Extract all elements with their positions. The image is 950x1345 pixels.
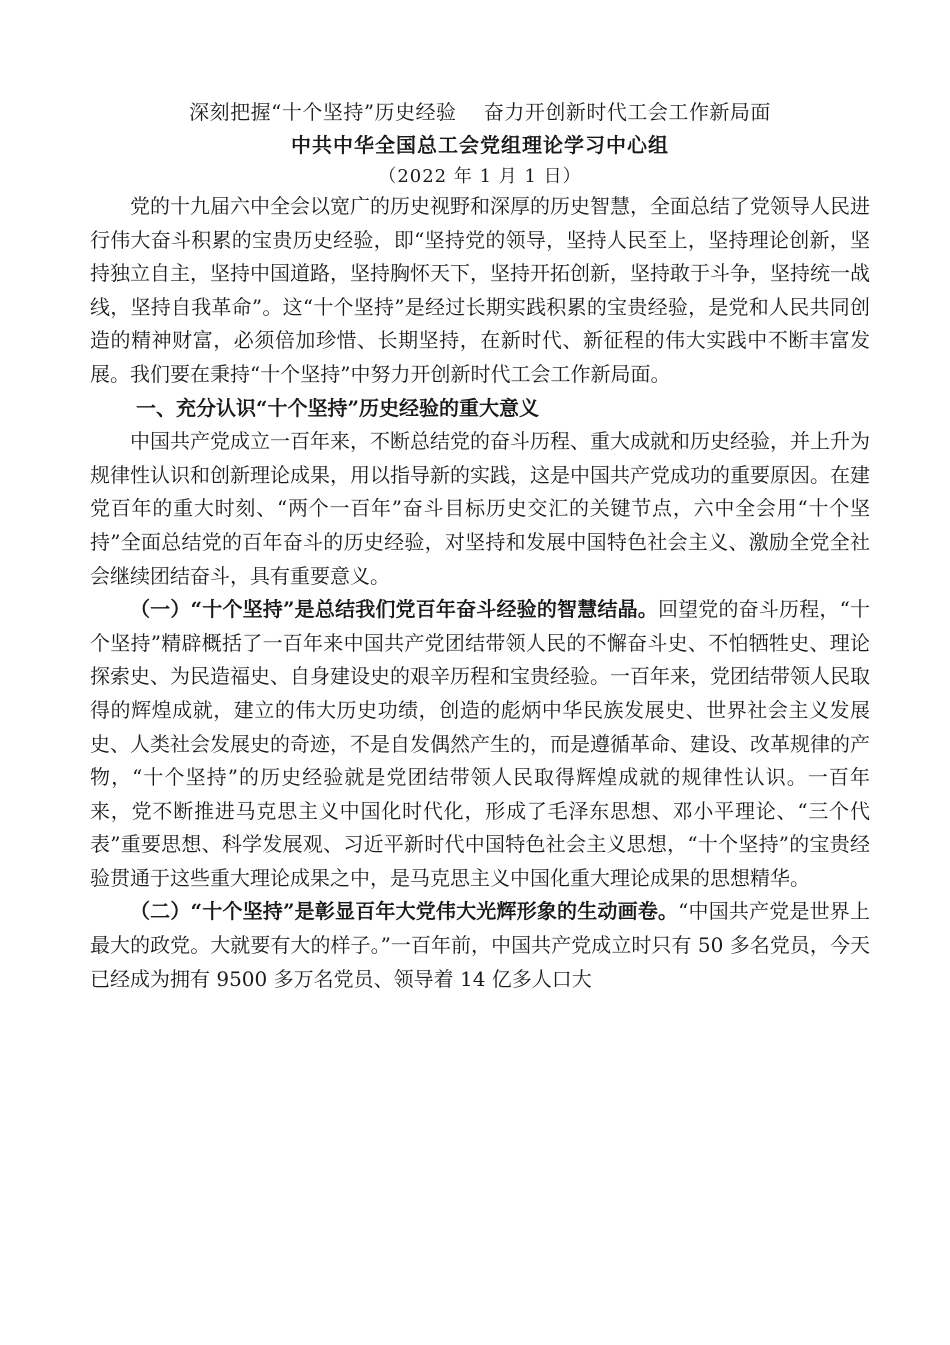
paragraph-point-1 [90,593,870,895]
point-1-lead: （一）“十个坚持”是总结我们党百年奋斗经验的智慧结晶。 [130,597,658,622]
section-heading-1: 一、充分认识“十个坚持”历史经验的重大意义 [136,395,540,420]
paragraph-point-2 [90,895,870,996]
paragraph-section1: 中国共产党成立一百年来，不断总结党的奋斗历程、重大成就和历史经验，并上升为规律性认识和创新理论成果，用以指导新的实践，这是中国共产党成功的重要原因。在建党百年的重大时刻、“两个一百年”奋斗目标历史交汇的关键节点，六中全会用“十个坚持”全面总结党的百年奋斗的历史经验，对坚持和发展中国特色社会主义、激励全党全社会继续团结奋斗，具有重要意义。 [90,429,870,588]
document-page [90,96,870,996]
document-title: 深刻把握“十个坚持”历史经验 奋力开创新时代工会工作新局面 [189,100,771,124]
document-date: （2022 年 1 月 1 日） [378,166,582,187]
point-2-body: “中国共产党是世界上最大的政党。大就要有大的样子。”一百年前，中国共产党成立时只有 50 多名党员，今天已经成为拥有 9500 多万名党员、领导着 14 亿多人口大 [90,899,870,991]
paragraph-intro: 党的十九届六中全会以宽广的历史视野和深厚的历史智慧，全面总结了党领导人民进行伟大奋斗积累的宝贵历史经验，即“坚持党的领导，坚持人民至上，坚持理论创新，坚持独立自主，坚持中国道路，坚持胸怀天下，坚持开拓创新，坚持敢于斗争，坚持统一战线，坚持自我革命”。这“十个坚持”是经过长期实践积累的宝贵经验，是党和人民共同创造的精神财富，必须倍加珍惜、长期坚持，在新时代、新征程的伟大实践中不断丰富发展。我们要在秉持“十个坚持”中努力开创新时代工会工作新局面。 [90,194,870,386]
document-author: 中共中华全国总工会党组理论学习中心组 [291,133,669,157]
point-2-lead: （二）“十个坚持”是彰显百年大党伟大光辉形象的生动画卷。 [130,899,679,924]
point-1-body: 回望党的奋斗历程，“十个坚持”精辟概括了一百年来中国共产党团结带领人民的不懈奋斗史、不怕牺牲史、理论探索史、为民造福史、自身建设史的艰辛历程和宝贵经验。一百年来，党团结带领人民取得的辉煌成就，建立的伟大历史功绩，创造的彪炳中华民族发展史、世界社会主义发展史、人类社会发展史的奇迹，不是自发偶然产生的，而是遵循革命、建设、改革规律的产物，“十个坚持”的历史经验就是党团结带领人民取得辉煌成就的规律性认识。一百年来，党不断推进马克思主义中国化时代化，形成了毛泽东思想、邓小平理论、“三个代表”重要思想、科学发展观、习近平新时代中国特色社会主义思想，“十个坚持”的宝贵经验贯通于这些重大理论成果之中，是马克思主义中国化重大理论成果的思想精华。 [90,597,870,890]
